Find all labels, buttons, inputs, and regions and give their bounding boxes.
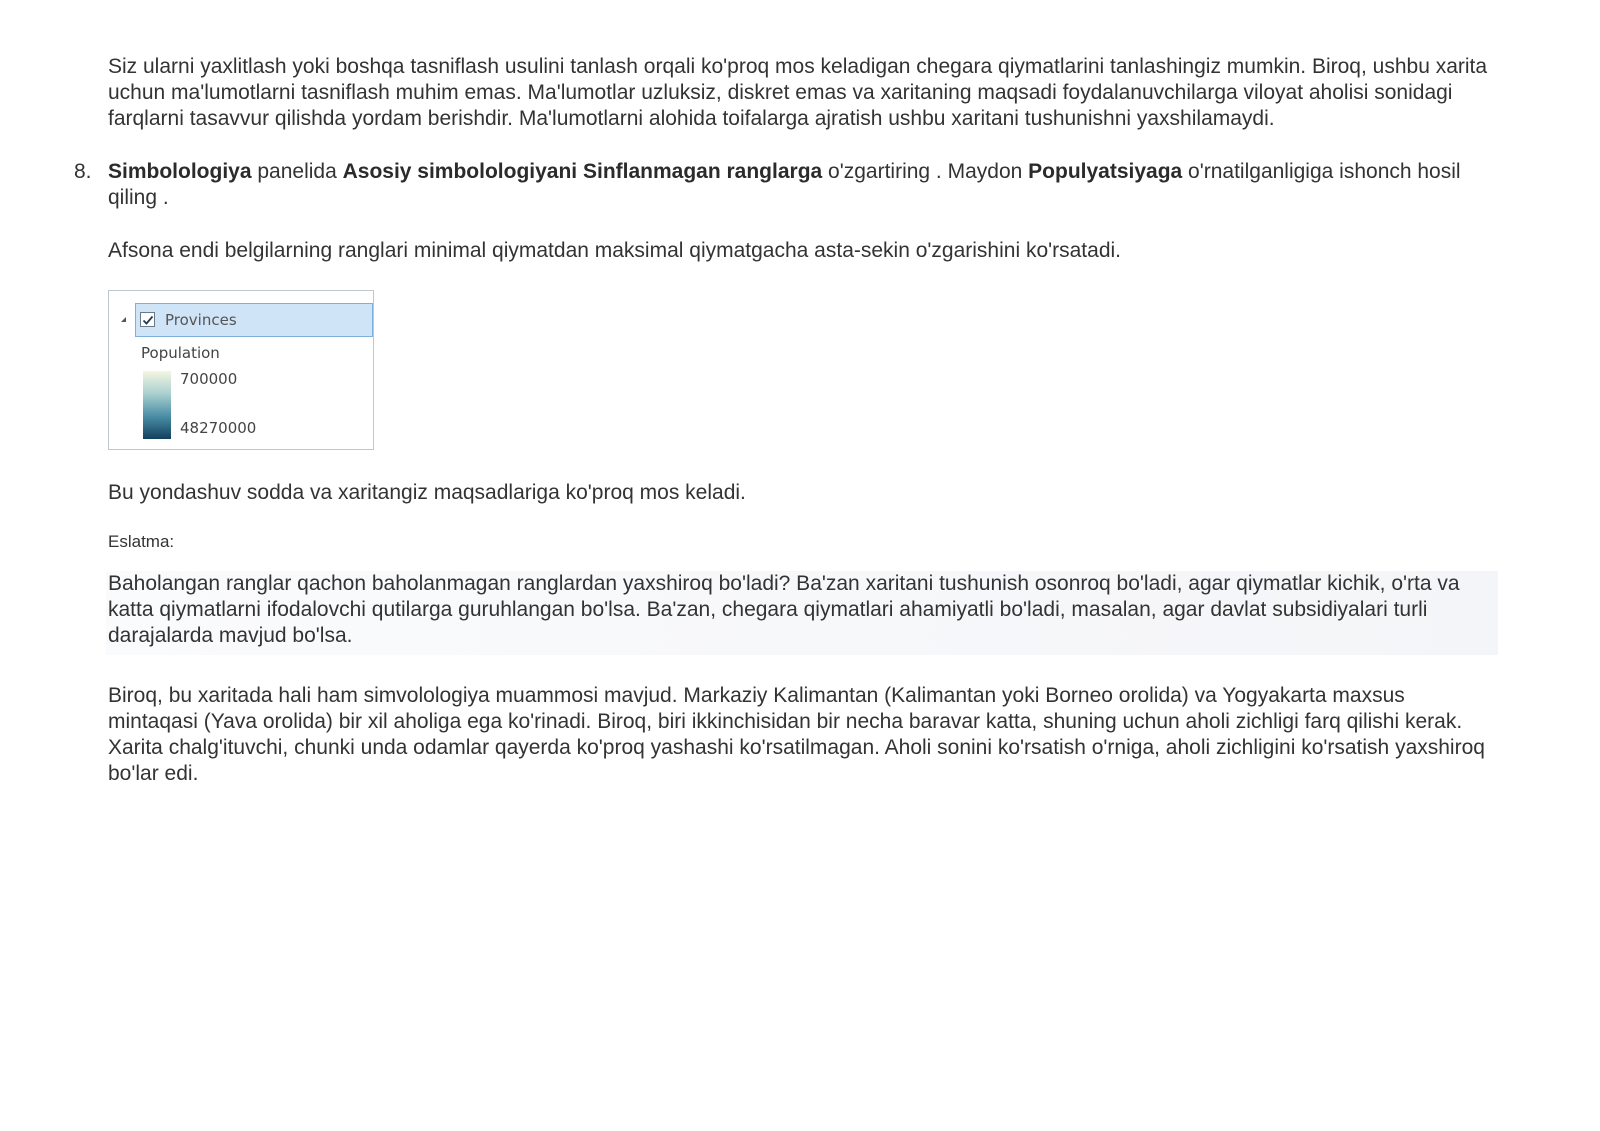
layer-name: Provinces [165,311,237,329]
population-field-term: Populyatsiyaga [1028,160,1183,183]
step-text-1: panelida [251,160,343,183]
simple-paragraph: Bu yondashuv sodda va xaritangiz maqsadlariga ko'proq mos keladi. [108,481,746,504]
color-ramp [143,371,171,439]
note-box [106,571,1498,655]
symbology-pane-term: Simbolologiya [108,160,252,183]
step-instruction [108,159,1498,211]
legend-bottom-value: 48270000 [180,419,257,437]
step-text-2: o'zgartiring . Maydon [822,160,1029,183]
note-label: Eslatma: [108,532,175,551]
checkmark-icon [142,314,154,326]
unclassed-colors-term: Asosiy simbolologiyani Sinflanmagan ranglarga [342,160,823,183]
layer-visibility-checkbox[interactable] [140,312,155,327]
layer-row-provinces[interactable] [135,303,373,337]
document-body [74,54,1498,787]
step-number: 8. [74,160,92,183]
legend-top-value: 700000 [180,370,238,388]
legend-field-name: Population [141,344,220,362]
final-paragraph: Biroq, bu xaritada hali ham simvolologiya muammosi mavjud. Markaziy Kalimantan (Kalimantan yoki Borneo orolida) va Yogyakarta maxsus mintaqasi (Yava orolida) bir xil aholiga ega ko'rinadi. Biroq, biri ikkinchisidan bir necha baravar katta, shuning uchun aholi zichligi farq qilishi kerak. Xarita chalg'ituvchi, chunki unda odamlar qayerda ko'proq yashashi ko'rsatilmagan. Aholi sonini ko'rsatish o'rniga, aholi zichligini ko'rsatish yaxshiroq bo'lar edi. [108,684,1485,785]
step-text-3: o'rnatilganligiga ishonch hosil qiling . [108,160,1461,209]
collapse-triangle-icon[interactable] [121,317,126,322]
intro-paragraph: Siz ularni yaxlitlash yoki boshqa tasniflash usulini tanlash orqali ko'proq mos keladigan chegara qiymatlarini tanlashingiz mumkin. Biroq, ushbu xarita uchun ma'lumotlarni tasniflash muhim emas. Ma'lumotlar uzluksiz, diskret emas va xaritaning maqsadi foydalanuvchilarga viloyat aholisi sonidagi farqlarni tasavvur qilishda yordam berishdir. Ma'lumotlarni alohida toifalarga ajratish ushbu xaritani tushunishni yaxshilamaydi. [108,55,1488,130]
legend-screenshot [108,290,374,450]
note-text: Baholangan ranglar qachon baholanmagan ranglardan yaxshiroq bo'ladi? Ba'zan xaritani tushunish osonroq bo'ladi, agar qiymatlar kichik, o'rta va katta qiymatlarni ifodalovchi qutilarga guruhlangan bo'lsa. Ba'zan, chegara qiymatlari ahamiyatli bo'ladi, masalan, agar davlat subsidiyalari turli darajalarda mavjud bo'lsa. [108,572,1460,647]
legend-paragraph: Afsona endi belgilarning ranglari minimal qiymatdan maksimal qiymatgacha asta-sekin o'zgarishini ko'rsatadi. [108,239,1122,262]
step-8 [74,159,1498,211]
